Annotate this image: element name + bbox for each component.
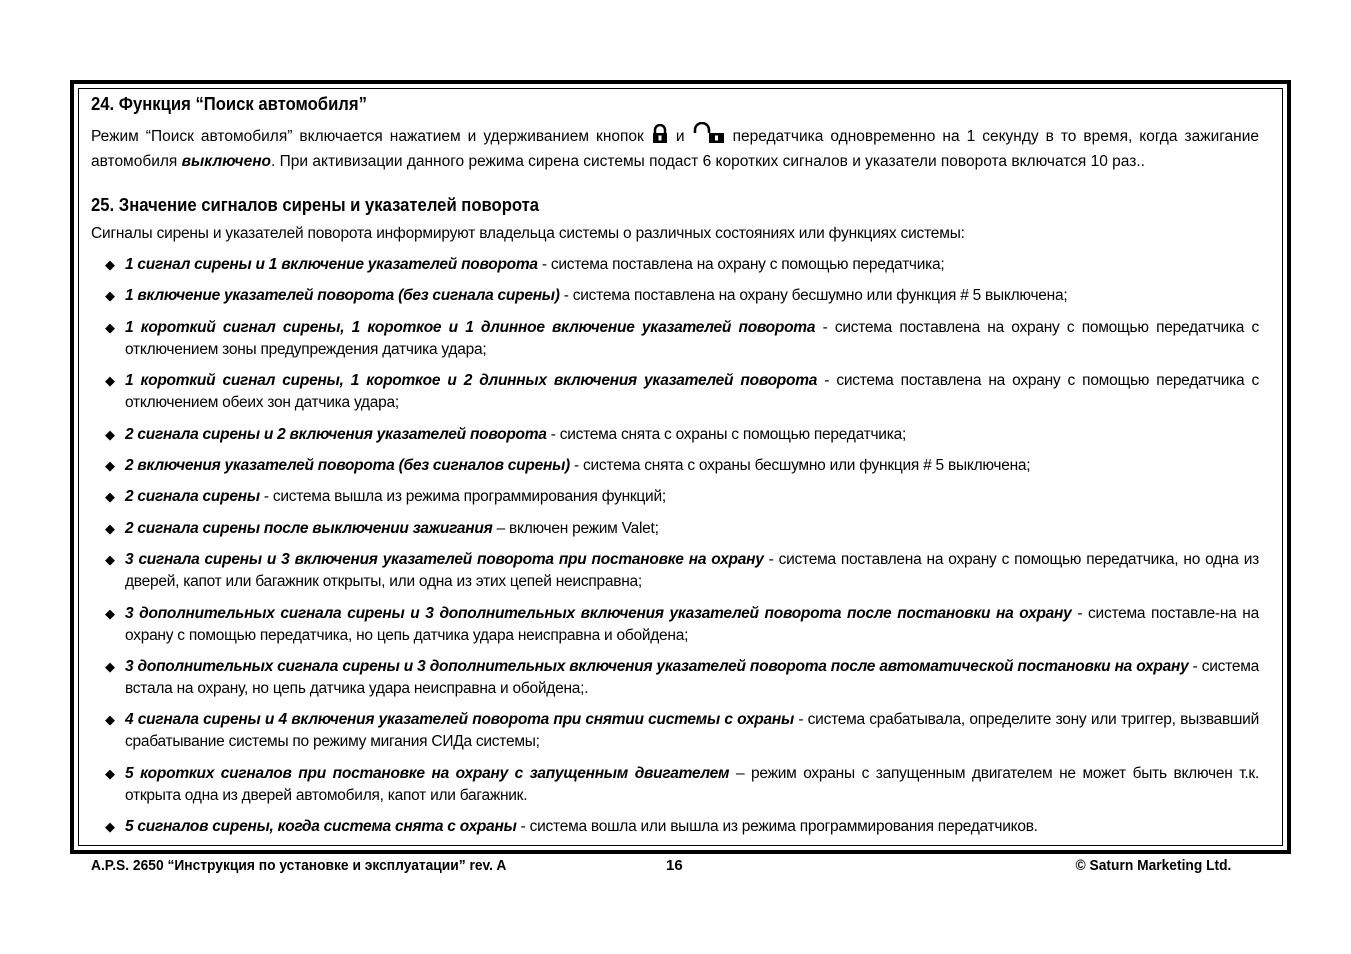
section-24-text-bold: выключено <box>181 153 272 170</box>
list-item <box>91 455 1259 477</box>
list-item-text: - система поставлена на охрану с помощью передатчика, но одна из дверей, капот или багажник открыты, или одна из этих цепей неисправна; <box>125 551 1259 591</box>
list-item <box>91 549 1259 593</box>
page-footer <box>91 857 1231 877</box>
section-25-intro: Сигналы сирены и указателей поворота информируют владельца системы о различных состояниях или функциях системы: <box>91 225 965 242</box>
bullet-diamond-icon: ◆ <box>105 552 115 568</box>
list-item-text: - система поставлена на охрану бесшумно или функция # 5 выключена; <box>559 287 1068 305</box>
list-item-text: - система вышла из режима программирования функций; <box>259 488 666 506</box>
list-item-bold: 4 сигнала сирены и 4 включения указателей поворота при снятии системы с охраны <box>125 711 794 729</box>
bullet-diamond-icon: ◆ <box>105 457 115 473</box>
list-item-bold: 1 включение указателей поворота (без сигнала сирены) <box>125 287 560 305</box>
list-item <box>91 370 1259 414</box>
list-item <box>91 285 1259 307</box>
bullet-diamond-icon: ◆ <box>105 373 115 389</box>
list-item-bold: 1 короткий сигнал сирены, 1 короткое и 2 длинных включения указателей поворота <box>125 372 818 390</box>
list-item-bold: 1 короткий сигнал сирены, 1 короткое и 1 длинное включение указателей поворота <box>125 318 816 336</box>
bullet-diamond-icon: ◆ <box>105 257 115 272</box>
bullet-diamond-icon: ◆ <box>105 319 115 335</box>
list-item <box>91 603 1259 647</box>
footer-page-number: 16 <box>666 857 683 874</box>
list-item-text: - система снята с охраны бесшумно или функция # 5 выключена; <box>569 456 1031 474</box>
signal-list <box>91 254 1259 838</box>
list-item <box>91 317 1259 361</box>
list-item-text: – режим охраны с запущенным двигателем не может быть включен т.к. открыта одна из дверей автомобиля, капот или багажник. <box>125 764 1260 804</box>
footer-document-title: A.P.S. 2650 “Инструкция по установке и эксплуатации” rev. A <box>91 857 507 874</box>
section-24-text-part1: Режим “Поиск автомобиля” включается нажатием и удерживанием кнопок <box>91 128 644 145</box>
section-24 <box>91 91 1259 173</box>
list-item-text: - система поставлена на охрану с помощью передатчика с отключением обеих зон датчика удара; <box>125 372 1259 412</box>
list-item-text: - система поставлена на охрану с помощью передатчика с отключением зоны предупреждения датчика удара; <box>125 318 1259 358</box>
lock-closed-icon <box>651 124 669 151</box>
list-item <box>91 656 1259 700</box>
list-item <box>91 254 1259 276</box>
section-24-text <box>91 122 1259 173</box>
list-item <box>91 763 1259 807</box>
list-item <box>91 518 1259 540</box>
bullet-diamond-icon: ◆ <box>105 489 115 505</box>
list-item-bold: 2 включения указателей поворота (без сигналов сирены) <box>125 456 570 474</box>
list-item <box>91 816 1259 838</box>
bullet-diamond-icon: ◆ <box>105 765 115 781</box>
list-item <box>91 486 1259 508</box>
section-25 <box>91 192 1259 847</box>
list-item-bold: 2 сигнала сирены после выключении зажигания <box>125 519 493 537</box>
bullet-diamond-icon: ◆ <box>105 605 115 621</box>
section-24-text-part2: передатчика одновременно на 1 секунду в то время, когда зажигание автомобиля <box>91 128 1260 170</box>
list-item <box>91 709 1259 753</box>
footer-copyright: © Saturn Marketing Ltd. <box>1075 857 1231 874</box>
section-25-title: 25. Значение сигналов сирены и указателей поворота <box>91 194 540 215</box>
list-item-bold: 3 дополнительных сигнала сирены и 3 дополнительных включения указателей поворота после автоматической постановки на охрану <box>125 657 1189 675</box>
bullet-diamond-icon: ◆ <box>105 819 115 835</box>
lock-open-icon <box>692 122 726 151</box>
list-item-text: – включен режим Valet; <box>492 519 659 537</box>
list-item-text: - система поставле-на на охрану с помощью передатчика, но цепь датчика удара неисправна и обойдена; <box>125 604 1259 644</box>
list-item-bold: 2 сигнала сирены и 2 включения указателей поворота <box>125 425 547 443</box>
bullet-diamond-icon: ◆ <box>105 426 115 442</box>
list-item-text: - система встала на охрану, но цепь датчика удара неисправна и обойдена;. <box>125 657 1259 697</box>
list-item-text: - система срабатывала, определите зону или триггер, вызвавший срабатывание системы по режиму мигания СИДа системы; <box>125 711 1259 751</box>
list-item-bold: 1 сигнал сирены и 1 включение указателей поворота <box>125 256 538 273</box>
list-item-bold: 2 сигнала сирены <box>125 488 260 506</box>
bullet-diamond-icon: ◆ <box>105 658 115 674</box>
bullet-diamond-icon: ◆ <box>105 712 115 728</box>
list-item-text: - система вошла или вышла из режима программирования передатчиков. <box>516 818 1038 836</box>
bullet-diamond-icon: ◆ <box>105 288 115 304</box>
section-24-text-part3: . При активизации данного режима сирена системы подаст 6 коротких сигналов и указатели поворота включатся 10 раз.. <box>271 153 1145 170</box>
section-24-text-and: и <box>675 128 685 145</box>
list-item-text: - система поставлена на охрану с помощью передатчика; <box>537 256 945 273</box>
list-item-bold: 5 сигналов сирены, когда система снята с охраны <box>125 818 517 836</box>
list-item-bold: 3 дополнительных сигнала сирены и 3 дополнительных включения указателей поворота после постановки на охрану <box>125 604 1072 622</box>
list-item <box>91 424 1259 446</box>
section-24-title: 24. Функция “Поиск автомобиля” <box>91 93 367 114</box>
list-item-bold: 5 коротких сигналов при постановке на охрану с запущенным двигателем <box>125 764 730 782</box>
bullet-diamond-icon: ◆ <box>105 520 115 536</box>
list-item-bold: 3 сигнала сирены и 3 включения указателей поворота при постановке на охрану <box>125 551 764 569</box>
list-item-text: - система снята с охраны с помощью передатчика; <box>546 425 907 443</box>
